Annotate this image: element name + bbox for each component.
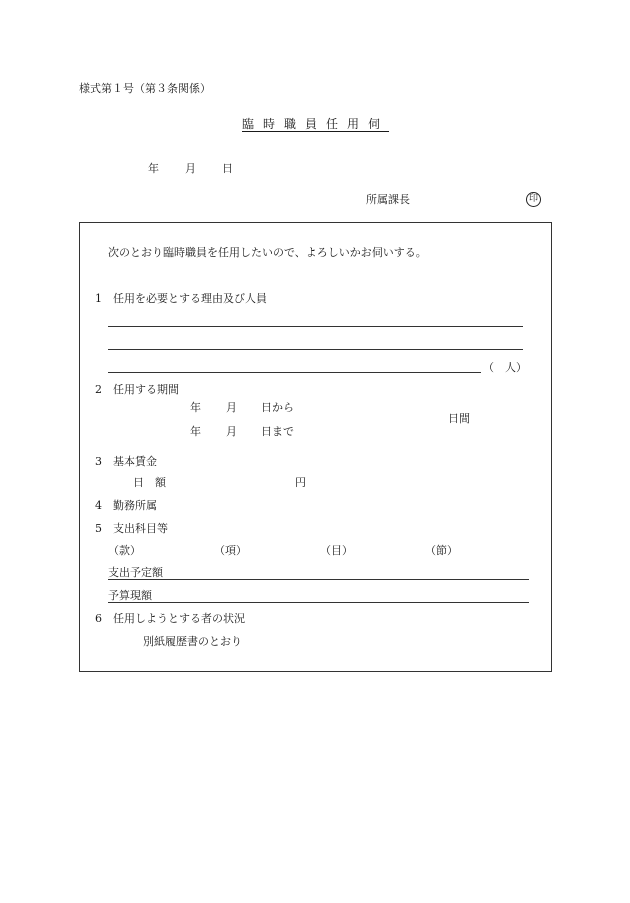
form-frame xyxy=(79,222,552,672)
section6-number: 6 xyxy=(95,612,102,625)
section2-label: 任用する期間 xyxy=(113,383,179,396)
period-days: 日間 xyxy=(448,412,470,425)
account-kou: （項） xyxy=(214,544,247,557)
account-moku: （目） xyxy=(320,544,353,557)
seal-mark: 印 xyxy=(526,192,541,207)
section1-label: 任用を必要とする理由及び人員 xyxy=(113,292,267,305)
approver-label: 所属課長 xyxy=(366,193,410,206)
date-year-label: 年 xyxy=(148,162,159,175)
period-to-day: 日まで xyxy=(261,425,294,438)
section5-label: 支出科目等 xyxy=(113,522,168,535)
period-to-year: 年 xyxy=(190,425,201,438)
reason-line-1[interactable] xyxy=(108,326,523,327)
account-setsu: （節） xyxy=(425,544,458,557)
intro-text: 次のとおり臨時職員を任用したいので、よろしいかお伺いする。 xyxy=(108,246,427,259)
planned-expense-label: 支出予定額 xyxy=(108,566,163,579)
page-title: 臨時職員任用伺 xyxy=(242,117,390,131)
reason-line-2[interactable] xyxy=(108,349,523,350)
period-from-year: 年 xyxy=(190,401,201,414)
currency-label: 円 xyxy=(295,476,306,489)
planned-expense-line[interactable] xyxy=(108,579,529,580)
section5-number: 5 xyxy=(95,522,102,535)
date-month-label: 月 xyxy=(185,162,196,175)
period-from-month: 月 xyxy=(226,401,237,414)
resume-note: 別紙履歴書のとおり xyxy=(143,635,242,648)
account-kan: （款） xyxy=(108,544,141,557)
date-day-label: 日 xyxy=(222,162,233,175)
budget-label: 予算現額 xyxy=(108,589,152,602)
section4-number: 4 xyxy=(95,499,102,512)
reason-line-3[interactable] xyxy=(108,372,481,373)
daily-wage-label: 日 額 xyxy=(133,476,166,489)
section1-number: 1 xyxy=(95,292,102,305)
period-to-month: 月 xyxy=(226,425,237,438)
form-number: 様式第１号（第３条関係） xyxy=(79,82,211,95)
section3-label: 基本賃金 xyxy=(113,455,157,468)
section6-label: 任用しようとする者の状況 xyxy=(113,612,245,625)
section4-label: 勤務所属 xyxy=(113,499,157,512)
persons-count: （ 人） xyxy=(483,361,527,374)
budget-line[interactable] xyxy=(108,602,529,603)
period-from-day: 日から xyxy=(261,401,294,414)
section2-number: 2 xyxy=(95,383,102,396)
section3-number: 3 xyxy=(95,455,102,468)
